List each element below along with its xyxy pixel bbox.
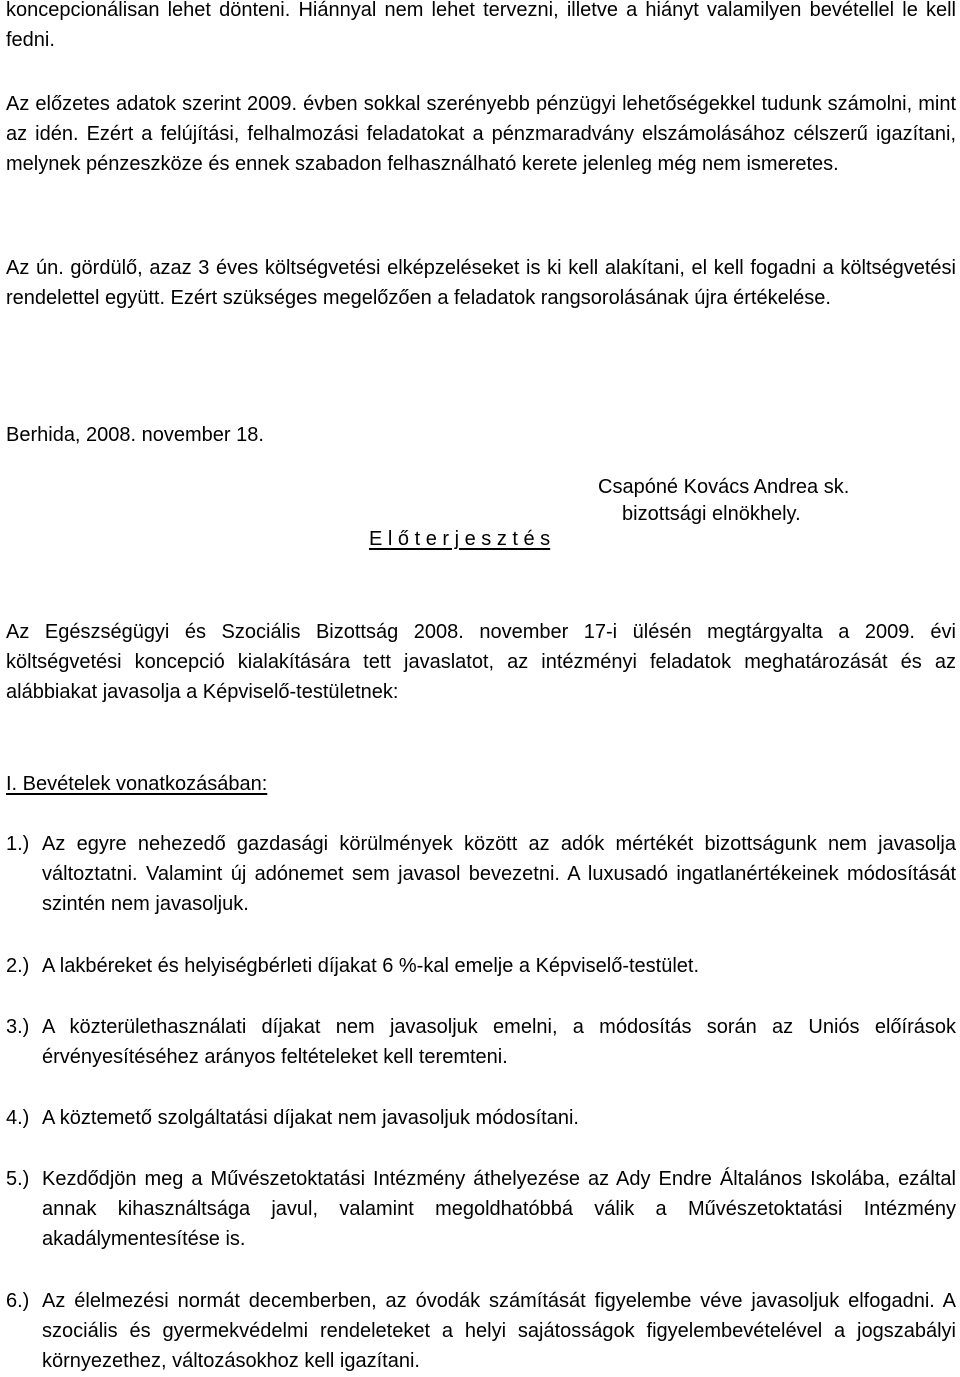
list-item-number: 4.) (6, 1107, 30, 1129)
place-date: Berhida, 2008. november 18. (6, 424, 264, 446)
signature-role: bizottsági elnökhely. (622, 503, 801, 525)
list-item (6, 1012, 956, 1072)
document-heading: E l ő t e r j e s z t é s (369, 528, 551, 550)
list-item-text: Az egyre nehezedő gazdasági körülmények között az adók mértékét bizottságunk nem javasolja változtatni. Valamint új adónemet sem javasol bevezetni. A luxusadó ingatlanértékeinek módosítását szintén nem javasoljuk. (42, 833, 956, 916)
list-item (6, 951, 956, 981)
list-item-number: 3.) (6, 1016, 30, 1038)
list-item-number: 2.) (6, 955, 30, 977)
list-item (6, 1164, 956, 1255)
list-item-number: 6.) (6, 1290, 30, 1312)
paragraph-rolling-budget: Az ún. gördülő, azaz 3 éves költségvetési elképzeléseket is ki kell alakítani, el kell fogadni a költségvetési rendelettel együtt. Ezért szükséges megelőzően a feladatok rangsorolásának újra értékelése. (6, 257, 956, 310)
signature-name: Csapóné Kovács Andrea sk. (598, 476, 850, 498)
paragraph-preliminary-data: Az előzetes adatok szerint 2009. évben sokkal szerényebb pénzügyi lehetőségekkel tudunk számolni, mint az idén. Ezért a felújítási, felhalmozási feladatokat a pénzmaradvány elszámolásához célszerű igazítani, melynek pénzeszköze és ennek szabadon felhasználható kerete jelenleg még nem ismeretes. (6, 93, 956, 176)
list-item-text: Kezdődjön meg a Művészetoktatási Intézmény áthelyezése az Ady Endre Általános Iskolába, ezáltal annak kihasználtsága javul, valamint megoldhatóbbá válik a Művészetoktatási Intézmény akadálymentesítése is. (42, 1168, 956, 1251)
list-item-text: A lakbéreket és helyiségbérleti díjakat 6 %-kal emelje a Képviselő-testület. (42, 955, 700, 977)
paragraph-committee-intro: Az Egészségügyi és Szociális Bizottság 2008. november 17-i ülésén megtárgyalta a 2009. évi költségvetési koncepció kialakítására tett javaslatot, az intézményi feladatok meghatározását és az alábbiakat javasolja a Képviselő-testületnek: (6, 621, 956, 704)
list-item-text: Az élelmezési normát decemberben, az óvodák számítását figyelembe véve javasoljuk elfogadni. A szociális és gyermekvédelmi rendeleteket a helyi sajátosságok figyelembevételével a jogszabályi környezethez, változásokhoz kell igazítani. (42, 1290, 956, 1373)
list-item-number: 1.) (6, 833, 30, 855)
list-item (6, 1103, 956, 1133)
section-title: I. Bevételek vonatkozásában: (6, 773, 268, 795)
list-item (6, 829, 956, 920)
list-item-text: A köztemető szolgáltatási díjakat nem javasoljuk módosítani. (42, 1107, 579, 1129)
list-item (6, 1286, 956, 1377)
list-item-text: A közterülethasználati díjakat nem javasoljuk emelni, a módosítás során az Uniós előírások érvényesítéséhez arányos feltételeket kell teremteni. (42, 1016, 956, 1069)
list-item-number: 5.) (6, 1168, 30, 1190)
paragraph-intro-continued: koncepcionálisan lehet dönteni. Hiánnyal nem lehet tervezni, illetve a hiányt valamilyen bevétellel le kell fedni. (6, 0, 956, 52)
